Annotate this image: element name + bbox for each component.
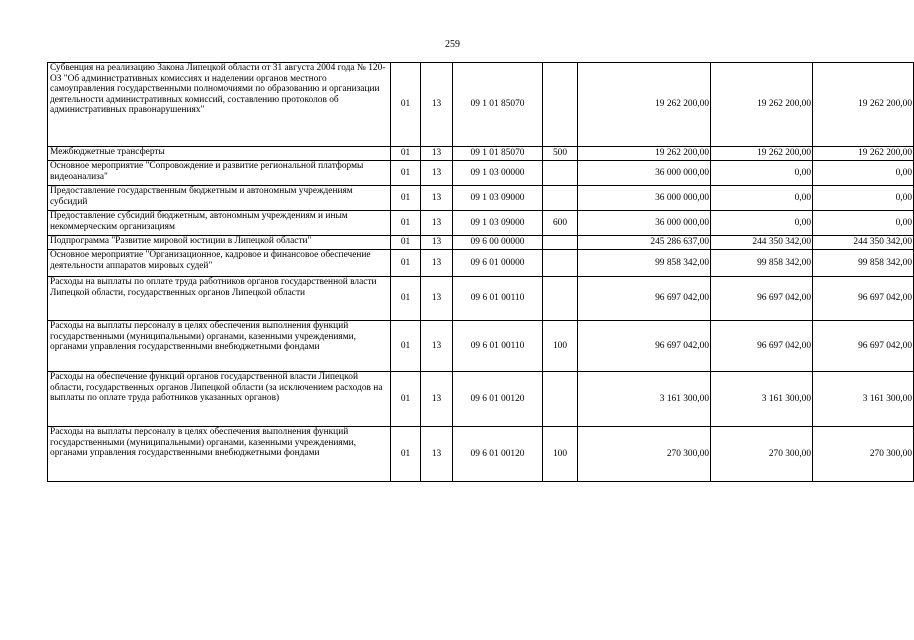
- amount-year-3: 0,00: [813, 211, 914, 236]
- section-code: 01: [391, 161, 421, 186]
- amount-year-2: 96 697 042,00: [711, 321, 813, 372]
- target-article-code: 09 1 01 85070: [453, 63, 543, 147]
- section-code: 01: [391, 427, 421, 482]
- subsection-code: 13: [421, 277, 453, 321]
- target-article-code: 09 6 01 00110: [453, 321, 543, 372]
- amount-year-2: 244 350 342,00: [711, 236, 813, 250]
- section-code: 01: [391, 211, 421, 236]
- row-description: Расходы на выплаты по оплате труда работников органов государственной власти Липецкой области, государственных органов Липецкой области: [48, 277, 391, 321]
- expense-type-code: [543, 161, 578, 186]
- budget-table: [47, 62, 914, 482]
- target-article-code: 09 6 01 00120: [453, 427, 543, 482]
- amount-year-1: 19 262 200,00: [578, 63, 711, 147]
- amount-year-2: 96 697 042,00: [711, 277, 813, 321]
- amount-year-3: 0,00: [813, 161, 914, 186]
- table-row: [48, 147, 914, 161]
- row-description: Основное мероприятие "Сопровождение и развитие региональной платформы видеоанализа": [48, 161, 391, 186]
- row-description: Предоставление государственным бюджетным и автономным учреждениям субсидий: [48, 186, 391, 211]
- section-code: 01: [391, 186, 421, 211]
- target-article-code: 09 1 03 00000: [453, 161, 543, 186]
- subsection-code: 13: [421, 186, 453, 211]
- expense-type-code: [543, 277, 578, 321]
- amount-year-1: 245 286 637,00: [578, 236, 711, 250]
- amount-year-1: 3 161 300,00: [578, 372, 711, 427]
- expense-type-code: [543, 186, 578, 211]
- expense-type-code: [543, 63, 578, 147]
- expense-type-code: 100: [543, 427, 578, 482]
- table-row: [48, 250, 914, 277]
- amount-year-1: 36 000 000,00: [578, 161, 711, 186]
- table-row: [48, 161, 914, 186]
- amount-year-2: 0,00: [711, 161, 813, 186]
- subsection-code: 13: [421, 211, 453, 236]
- row-description: Основное мероприятие "Организационное, кадровое и финансовое обеспечение деятельности аппаратов мировых судей": [48, 250, 391, 277]
- amount-year-3: 3 161 300,00: [813, 372, 914, 427]
- row-description: Подпрограмма "Развитие мировой юстиции в Липецкой области": [48, 236, 391, 250]
- amount-year-2: 0,00: [711, 211, 813, 236]
- subsection-code: 13: [421, 147, 453, 161]
- row-description: Расходы на выплаты персоналу в целях обеспечения выполнения функций государственными (муниципальными) органами, казенными учреждениями, органами управления государственными внебюджетными фондами: [48, 427, 391, 482]
- section-code: 01: [391, 236, 421, 250]
- amount-year-3: 19 262 200,00: [813, 63, 914, 147]
- amount-year-2: 19 262 200,00: [711, 63, 813, 147]
- table-row: [48, 63, 914, 147]
- table-row: [48, 236, 914, 250]
- amount-year-3: 96 697 042,00: [813, 321, 914, 372]
- page-number: 259: [445, 39, 460, 50]
- subsection-code: 13: [421, 427, 453, 482]
- amount-year-1: 36 000 000,00: [578, 186, 711, 211]
- amount-year-3: 19 262 200,00: [813, 147, 914, 161]
- amount-year-2: 270 300,00: [711, 427, 813, 482]
- target-article-code: 09 6 01 00120: [453, 372, 543, 427]
- subsection-code: 13: [421, 236, 453, 250]
- row-description: Расходы на обеспечение функций органов государственной власти Липецкой области, государственных органов Липецкой области (за исключением расходов на выплаты по оплате труда работников указанных органов): [48, 372, 391, 427]
- target-article-code: 09 6 01 00110: [453, 277, 543, 321]
- target-article-code: 09 6 00 00000: [453, 236, 543, 250]
- amount-year-2: 99 858 342,00: [711, 250, 813, 277]
- table-row: [48, 321, 914, 372]
- expense-type-code: 600: [543, 211, 578, 236]
- subsection-code: 13: [421, 372, 453, 427]
- target-article-code: 09 1 03 09000: [453, 211, 543, 236]
- subsection-code: 13: [421, 321, 453, 372]
- amount-year-3: 96 697 042,00: [813, 277, 914, 321]
- table-row: [48, 186, 914, 211]
- expense-type-code: 100: [543, 321, 578, 372]
- row-description: Субвенция на реализацию Закона Липецкой области от 31 августа 2004 года № 120-ОЗ "Об административных комиссиях и наделении органов местного самоуправления государственными полномочиями по образованию и организации деятельности административных комиссий, составлению протоколов об административных правонарушениях": [48, 63, 391, 147]
- amount-year-3: 0,00: [813, 186, 914, 211]
- amount-year-3: 244 350 342,00: [813, 236, 914, 250]
- amount-year-2: 0,00: [711, 186, 813, 211]
- amount-year-1: 99 858 342,00: [578, 250, 711, 277]
- target-article-code: 09 6 01 00000: [453, 250, 543, 277]
- table-row: [48, 372, 914, 427]
- expense-type-code: [543, 372, 578, 427]
- amount-year-3: 99 858 342,00: [813, 250, 914, 277]
- amount-year-1: 270 300,00: [578, 427, 711, 482]
- amount-year-1: 36 000 000,00: [578, 211, 711, 236]
- amount-year-3: 270 300,00: [813, 427, 914, 482]
- row-description: Расходы на выплаты персоналу в целях обеспечения выполнения функций государственными (муниципальными) органами, казенными учреждениями, органами управления государственными внебюджетными фондами: [48, 321, 391, 372]
- table-row: [48, 427, 914, 482]
- section-code: 01: [391, 321, 421, 372]
- expense-type-code: 500: [543, 147, 578, 161]
- section-code: 01: [391, 250, 421, 277]
- section-code: 01: [391, 277, 421, 321]
- section-code: 01: [391, 63, 421, 147]
- row-description: Межбюджетные трансферты: [48, 147, 391, 161]
- expense-type-code: [543, 236, 578, 250]
- expense-type-code: [543, 250, 578, 277]
- target-article-code: 09 1 03 09000: [453, 186, 543, 211]
- section-code: 01: [391, 372, 421, 427]
- amount-year-2: 19 262 200,00: [711, 147, 813, 161]
- table-row: [48, 211, 914, 236]
- amount-year-1: 96 697 042,00: [578, 321, 711, 372]
- amount-year-2: 3 161 300,00: [711, 372, 813, 427]
- table-row: [48, 277, 914, 321]
- row-description: Предоставление субсидий бюджетным, автономным учреждениям и иным некоммерческим организациям: [48, 211, 391, 236]
- subsection-code: 13: [421, 63, 453, 147]
- subsection-code: 13: [421, 161, 453, 186]
- amount-year-1: 19 262 200,00: [578, 147, 711, 161]
- section-code: 01: [391, 147, 421, 161]
- subsection-code: 13: [421, 250, 453, 277]
- amount-year-1: 96 697 042,00: [578, 277, 711, 321]
- target-article-code: 09 1 01 85070: [453, 147, 543, 161]
